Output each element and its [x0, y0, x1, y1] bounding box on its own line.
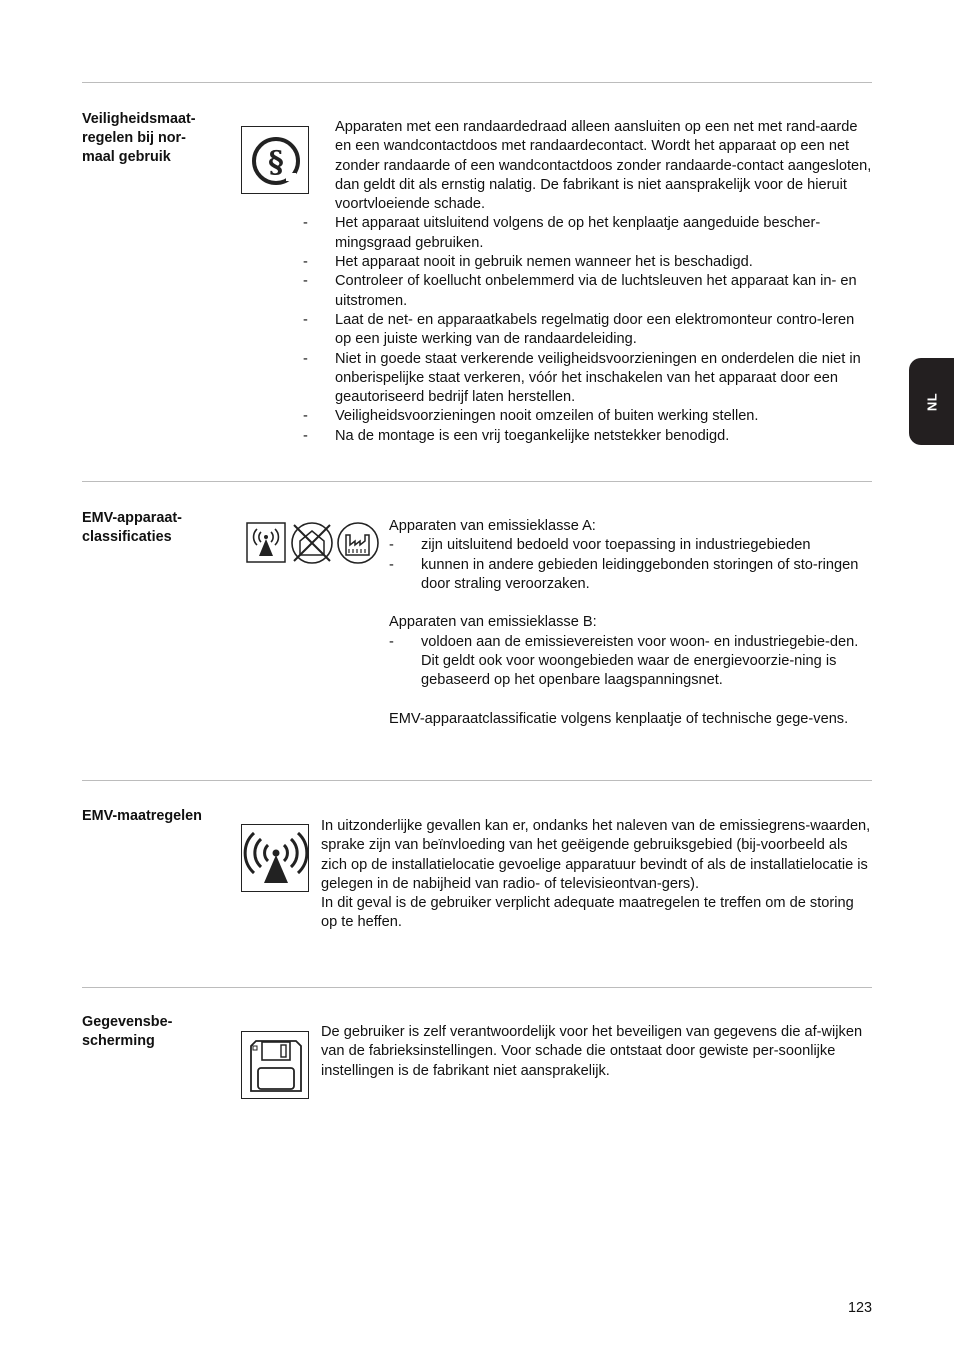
section-divider: [82, 987, 872, 988]
list-item: [303, 350, 872, 408]
list-item: [303, 253, 872, 272]
bullet-dash: -: [303, 408, 308, 425]
emv-class-icons: [246, 521, 382, 565]
emv-class-content: [389, 517, 872, 729]
bullet-dash: -: [389, 537, 394, 554]
list-item: [303, 272, 872, 311]
list-item: [389, 633, 872, 691]
svg-text:§: §: [268, 145, 284, 180]
class-b-title: Apparaten van emissieklasse B:: [389, 614, 597, 631]
class-a-list: [389, 536, 872, 594]
list-item-text: Het apparaat nooit in gebruik nemen wanneer het is beschadigd.: [335, 254, 753, 271]
floppy-disk-icon: [241, 1031, 309, 1099]
language-tab: [909, 358, 954, 445]
bullet-dash: -: [303, 254, 308, 271]
bullet-dash: -: [389, 633, 394, 650]
section-heading-data-protection: Gegevensbe- scherming: [82, 1014, 173, 1050]
class-b-list: [389, 633, 872, 691]
list-item-text: kunnen in andere gebieden leidinggebonden storingen of sto-ringen door straling veroorzaken.: [421, 556, 859, 592]
emv-class-note: EMV-apparaatclassificatie volgens kenplaatje of technische gege-vens.: [389, 710, 849, 727]
house-crossed-icon: [292, 523, 332, 563]
list-item-text: Laat de net- en apparaatkabels regelmatig door een elektromonteur contro-leren op een juiste werking van de randaardeleiding.: [335, 311, 855, 348]
list-item: [389, 556, 872, 595]
class-a-title: Apparaten van emissieklasse A:: [389, 518, 596, 534]
list-item-text: Na de montage is een vrij toegankelijke netstekker benodigd.: [335, 427, 730, 444]
radio-emission-icon: [247, 523, 285, 562]
section-heading-safety: Veiligheidsmaat- regelen bij nor- maal gebruik: [82, 111, 196, 166]
emv-measures-para-2: In dit geval is de gebruiker verplicht adequate maatregelen te treffen om de storing op te heffen.: [321, 895, 854, 931]
list-item-text: Veiligheidsvoorzieningen nooit omzeilen of buiten werking stellen.: [335, 408, 759, 425]
bullet-dash: -: [303, 215, 308, 232]
language-tab-label: NL: [923, 392, 939, 411]
list-item: [389, 536, 872, 555]
bullet-dash: -: [303, 273, 308, 290]
emv-measures-content: [321, 817, 872, 933]
data-protection-content: [321, 1023, 872, 1081]
radio-emission-icon: [241, 824, 309, 892]
bullet-dash: -: [389, 556, 394, 573]
data-protection-para: De gebruiker is zelf verantwoordelijk voor het beveiligen van gegevens die af-wijken van de fabrieksinstellingen. Voor schade die ontstaat door gewiste per-soonlijke instellingen is de fabrikant niet aansprakelijk.: [321, 1024, 863, 1079]
list-item-text: Controleer of koellucht onbelemmerd via de luchtsleuven het apparaat kan in- en uitstromen.: [335, 273, 857, 309]
list-item-text: voldoen aan de emissievereisten voor woon- en industriegebie-den. Dit geldt ook voor woongebieden waar de energievoorzie-ning is gebaseerd op het openbare laagspanningsnet.: [421, 633, 859, 689]
section-heading-emv-measures: EMV-maatregelen: [82, 808, 202, 824]
list-item: [303, 407, 872, 426]
list-item-text: Niet in goede staat verkerende veiligheidsvoorzieningen en onderdelen die niet in onberispelijke staat verkeren, vóór het inschakelen van het apparaat door een geautoriseerd bedrijf laten herstellen.: [335, 350, 861, 406]
list-item-text: zijn uitsluitend bedoeld voor toepassing in industriegebieden: [421, 537, 811, 554]
section-heading-emv-class: EMV-apparaat- classificaties: [82, 510, 182, 546]
bullet-dash: -: [303, 427, 308, 444]
section-divider: [82, 82, 872, 83]
safety-list: [303, 214, 872, 446]
safety-intro: Apparaten met een randaardedraad alleen aansluiten op een net met rand-aarde en een wandcontactdoos met randaardecontact. Wordt het apparaat op een net zonder randaarde of een wandcontactdoos zonder randaarde-contact aangesloten, dan geldt dit als ernstig nalatig. De fabrikant is niet aansprakelijk voor de hieruit voortvloeiende schade.: [335, 119, 872, 213]
list-item: [303, 214, 872, 253]
factory-icon: [338, 523, 378, 563]
section-divider: [82, 481, 872, 482]
bullet-dash: -: [303, 311, 308, 328]
list-item-text: Het apparaat uitsluitend volgens de op het kenplaatje aangeduide bescher-mingsgraad gebruiken.: [335, 215, 821, 251]
list-item: [303, 311, 872, 350]
bullet-dash: -: [303, 350, 308, 367]
page-number: 123: [847, 1300, 872, 1316]
section-divider: [82, 780, 872, 781]
list-item: [303, 427, 872, 446]
emv-measures-para-1: In uitzonderlijke gevallen kan er, ondanks het naleven van de emissiegrens-waarden, sprake zijn van beïnvloeding van het geëigende gebruiksgebied (bij-voorbeeld als zich op de installatielocatie gevoelige apparatuur bevindt of als de installatielocatie is gelegen in de nabijheid van radio- of televisieontvan-gers).: [321, 818, 871, 892]
paragraph-law-icon: [241, 126, 309, 194]
safety-content: [303, 118, 872, 446]
